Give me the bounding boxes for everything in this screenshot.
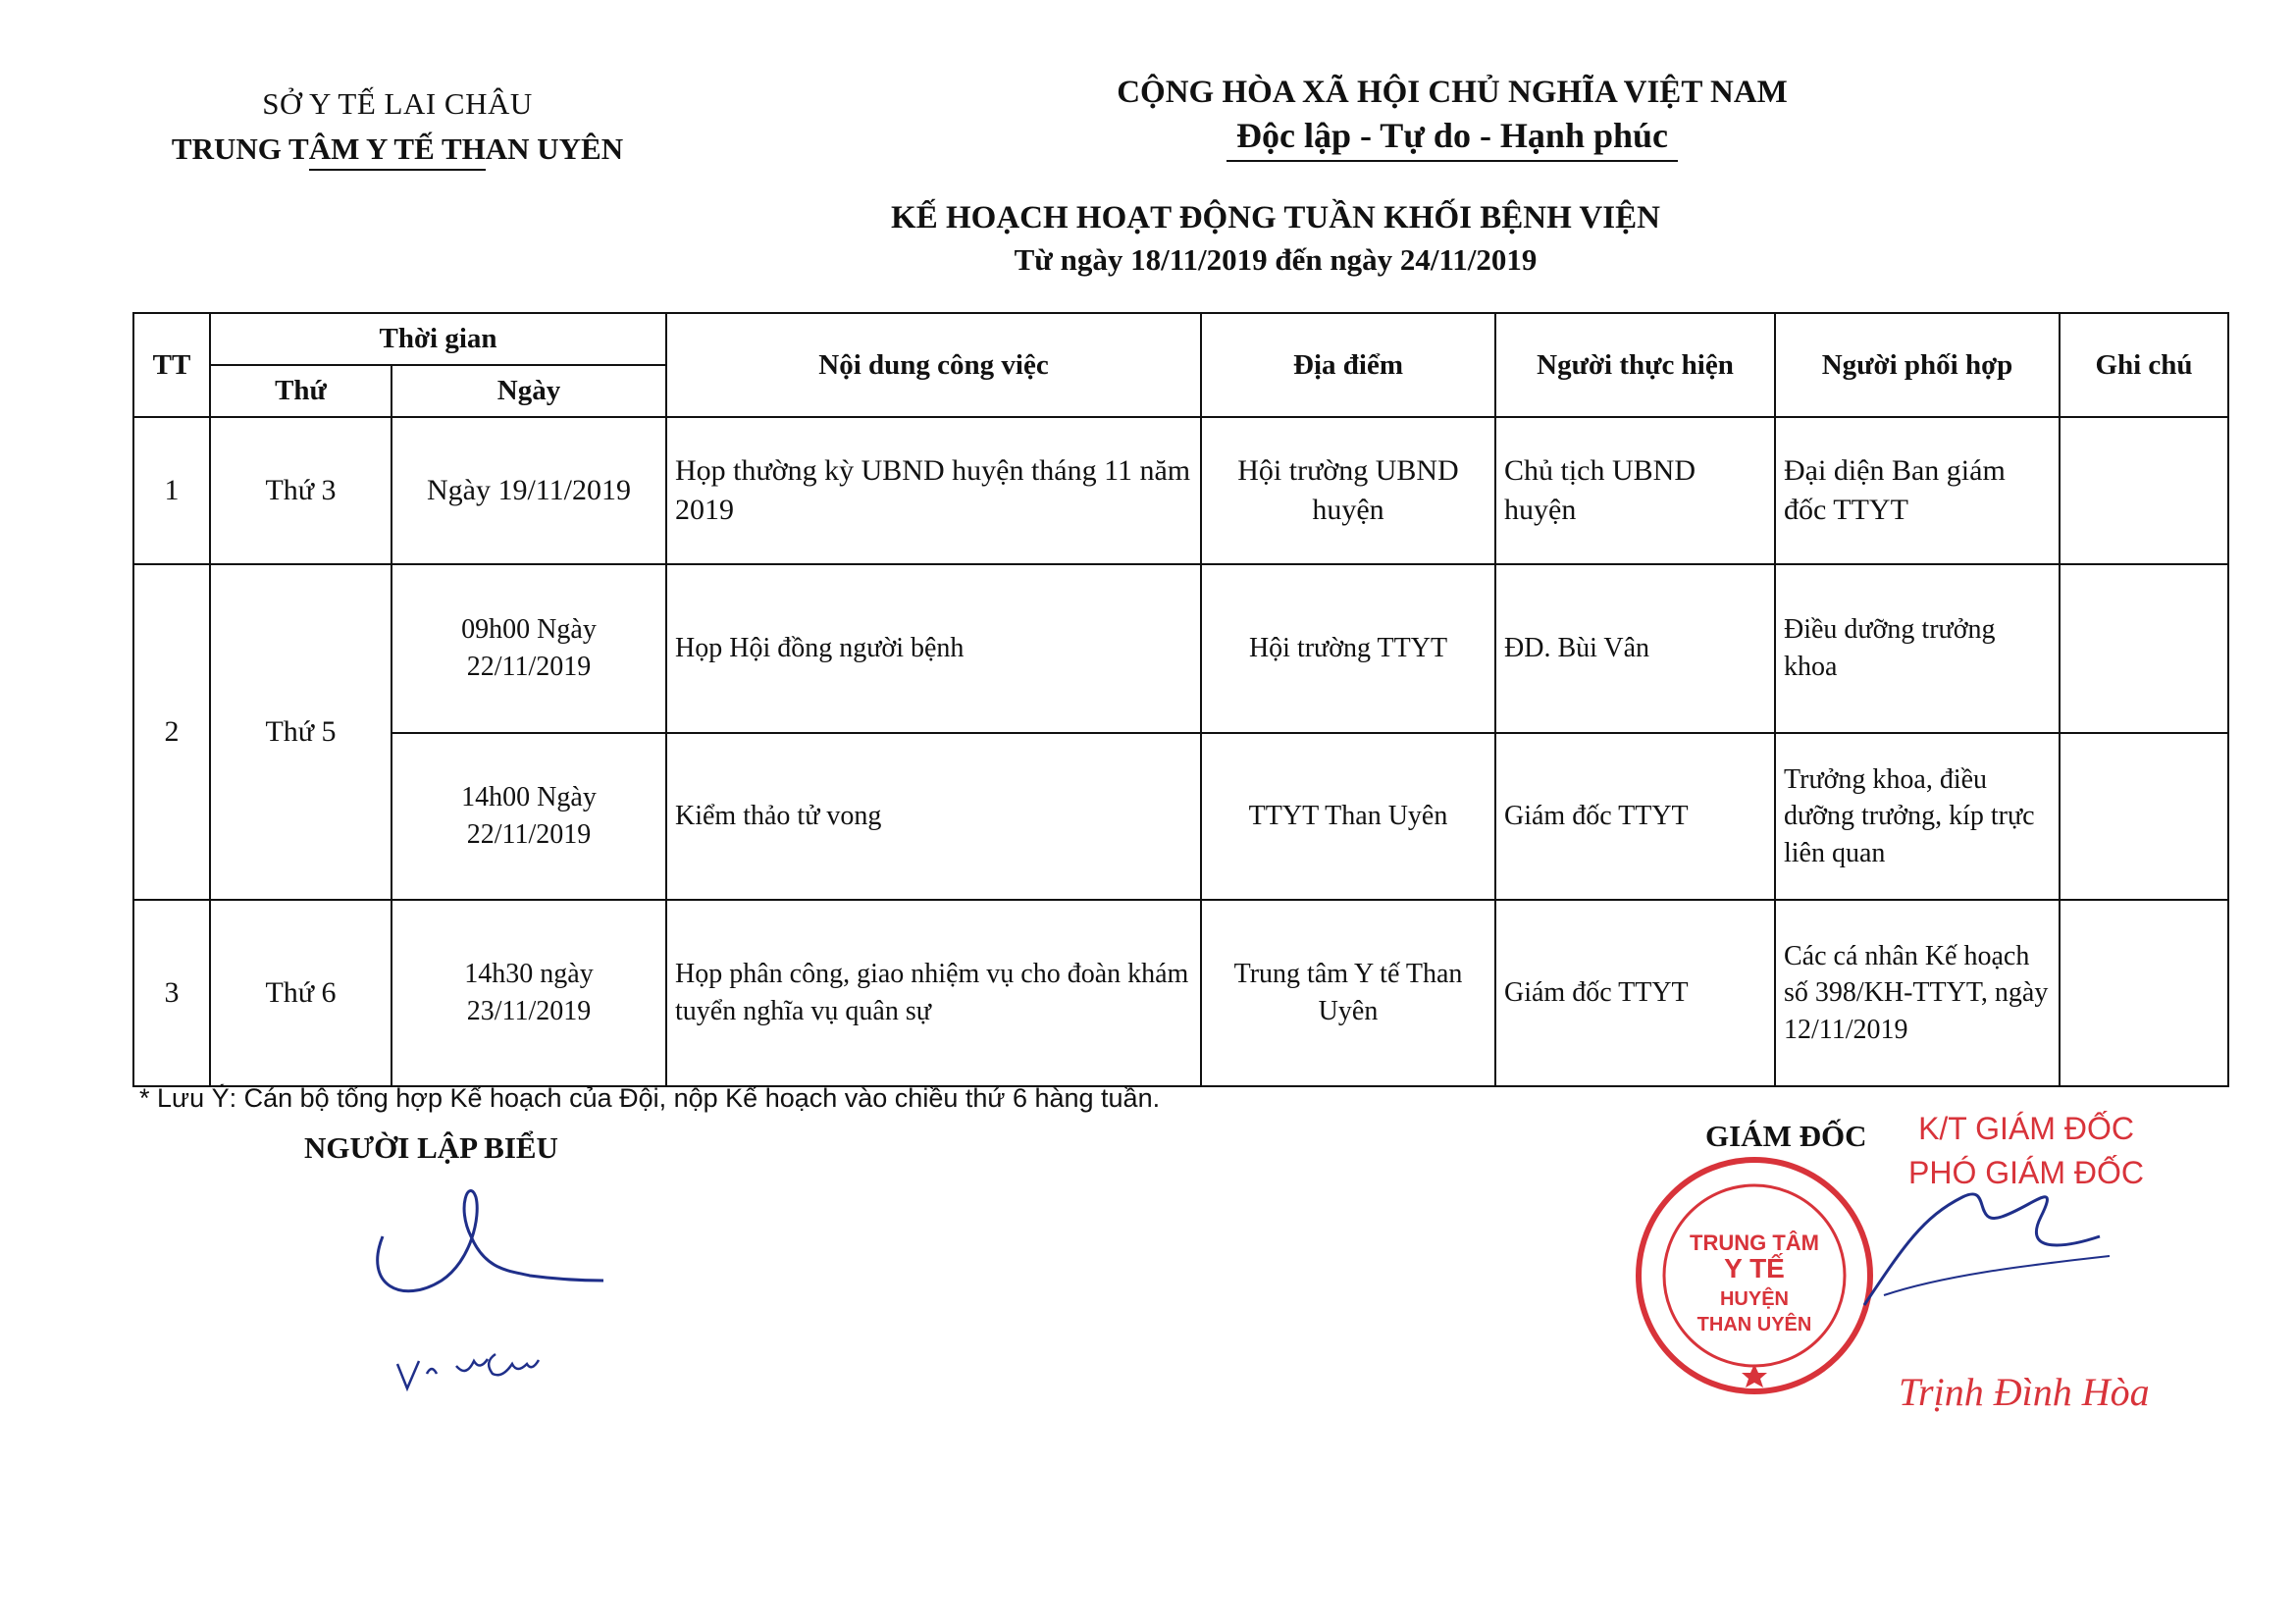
seal-line-4: THAN UYÊN [1696, 1314, 1812, 1335]
row-weekday: Thứ 5 [210, 564, 391, 900]
footnote: * Lưu Ý: Cán bộ tổng hợp Kế hoạch của Đội, nộp Kế hoạch vào chiều thứ 6 hàng tuần. [139, 1083, 1161, 1113]
date-range: Từ ngày 18/11/2019 đến ngày 24/11/2019 [1014, 242, 1538, 277]
motto-underline [1226, 160, 1678, 162]
table-row [133, 417, 2228, 564]
row-content: Họp phân công, giao nhiệm vụ cho đoàn khám tuyển nghĩa vụ quân sự [666, 900, 1201, 1086]
col-header-note: Ghi chú [2060, 313, 2228, 417]
row-note [2060, 417, 2228, 564]
row-location: Hội trường UBND huyện [1201, 417, 1495, 564]
header-row [133, 313, 2228, 365]
row-date: Ngày 19/11/2019 [391, 417, 666, 564]
row-date: 14h30 ngày 23/11/2019 [391, 900, 666, 1086]
col-header-time: Thời gian [210, 313, 666, 365]
director-title: GIÁM ĐỐC [1705, 1119, 1867, 1153]
col-header-coordinator: Người phối hợp [1775, 313, 2060, 417]
row-number: 1 [133, 417, 210, 564]
preparer-title: NGƯỜI LẬP BIỂU [304, 1130, 558, 1165]
row-executor: Giám đốc TTYT [1495, 900, 1775, 1086]
deputy-line-2: PHÓ GIÁM ĐỐC [1908, 1154, 2145, 1190]
row-location: Hội trường TTYT [1201, 564, 1495, 733]
row-date: 09h00 Ngày 22/11/2019 [391, 564, 666, 733]
plan-title: KẾ HOẠCH HOẠT ĐỘNG TUẦN KHỐI BỆNH VIỆN [891, 200, 1660, 236]
document-title [589, 200, 1962, 278]
deputy-line-1: K/T GIÁM ĐỐC [1918, 1111, 2134, 1146]
col-header-tt: TT [133, 313, 210, 417]
seal-line-3: HUYỆN [1719, 1288, 1790, 1310]
deputy-director-name: Trịnh Đình Hòa [1899, 1370, 2150, 1414]
table-row [133, 900, 2228, 1086]
organization-name: TRUNG TÂM Y TẾ THAN UYÊN [171, 131, 624, 166]
seal-line-2: Y TẾ [1724, 1253, 1785, 1283]
national-motto: Độc lập - Tự do - Hạnh phúc [1235, 116, 1669, 155]
parent-department: SỞ Y TẾ LAI CHÂU [262, 86, 533, 121]
star-icon [1742, 1364, 1767, 1387]
schedule-table [132, 312, 2229, 1087]
row-coordinator: Trưởng khoa, điều dưỡng trưởng, kíp trực liên quan [1775, 733, 2060, 900]
director-signature [1845, 1158, 2139, 1354]
col-header-weekday: Thứ [210, 365, 391, 417]
row-content: Họp thường kỳ UBND huyện tháng 11 năm 2019 [666, 417, 1201, 564]
table-row [133, 564, 2228, 733]
org-underline [309, 169, 486, 171]
row-coordinator: Điều dưỡng trưởng khoa [1775, 564, 2060, 733]
row-location: Trung tâm Y tế Than Uyên [1201, 900, 1495, 1086]
issuing-organization [128, 86, 667, 171]
row-number: 2 [133, 564, 210, 900]
col-header-location: Địa điểm [1201, 313, 1495, 417]
row-executor: ĐD. Bùi Vân [1495, 564, 1775, 733]
table-row [133, 733, 2228, 900]
row-number: 3 [133, 900, 210, 1086]
row-content: Kiểm thảo tử vong [666, 733, 1201, 900]
col-header-date: Ngày [391, 365, 666, 417]
row-weekday: Thứ 6 [210, 900, 391, 1086]
row-executor: Chủ tịch UBND huyện [1495, 417, 1775, 564]
row-weekday: Thứ 3 [210, 417, 391, 564]
row-coordinator: Các cá nhân Kế hoạch số 398/KH-TTYT, ngày 12/11/2019 [1775, 900, 2060, 1086]
row-note [2060, 564, 2228, 733]
preparer-signature [363, 1178, 638, 1403]
row-executor: Giám đốc TTYT [1495, 733, 1775, 900]
row-date: 14h00 Ngày 22/11/2019 [391, 733, 666, 900]
col-header-executor: Người thực hiện [1495, 313, 1775, 417]
row-location: TTYT Than Uyên [1201, 733, 1495, 900]
row-note [2060, 900, 2228, 1086]
col-header-content: Nội dung công việc [666, 313, 1201, 417]
row-content: Họp Hội đồng người bệnh [666, 564, 1201, 733]
national-heading [1050, 75, 1854, 162]
seal-line-1: TRUNG TÂM [1690, 1230, 1819, 1255]
row-coordinator: Đại diện Ban giám đốc TTYT [1775, 417, 2060, 564]
republic-name: CỘNG HÒA XÃ HỘI CHỦ NGHĨA VIỆT NAM [1117, 75, 1788, 110]
row-note [2060, 733, 2228, 900]
